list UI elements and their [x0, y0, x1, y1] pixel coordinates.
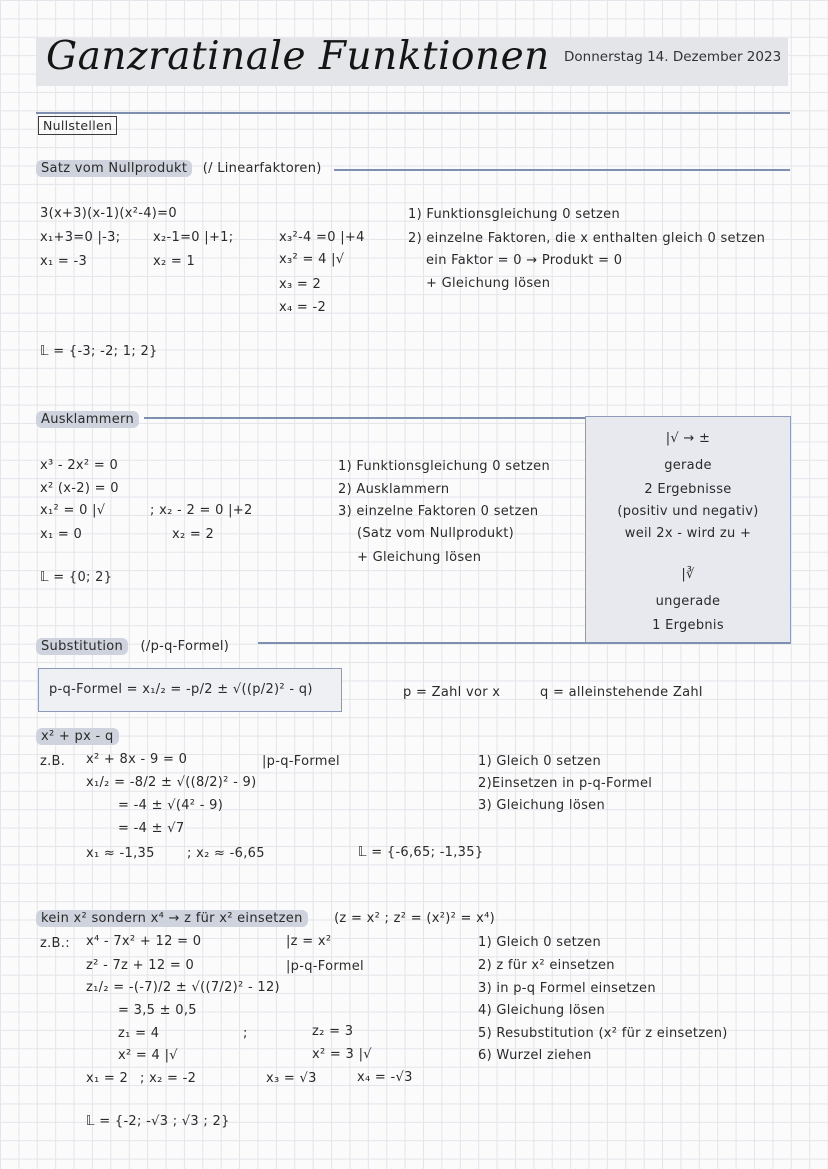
sidebox-line: |∛: [681, 567, 695, 582]
ausklammern-line-2: x² (x-2) = 0: [40, 481, 119, 496]
satz-line-x1: x₁+3=0 |-3;: [40, 230, 121, 245]
example-result-x2: ; x₂ ≈ -6,65: [187, 846, 265, 861]
bq-result-x2: ; x₂ = -2: [140, 1071, 197, 1086]
biquadratic-heading: kein x² sondern x⁴ → z für x² einsetzen: [36, 910, 308, 927]
satz-equation: 3(x+3)(x-1)(x²-4)=0: [40, 206, 177, 221]
page-title: Ganzratinale Funktionen: [46, 34, 550, 79]
sidebox-line: (positiv und negativ): [617, 504, 759, 519]
bq-result-x4: x₄ = -√3: [357, 1070, 413, 1085]
substitution-step: 2)Einsetzen in p-q-Formel: [478, 776, 653, 791]
pq-subheading: x² + px - q: [36, 728, 119, 745]
bq-step: 1) Gleich 0 setzen: [478, 935, 602, 950]
p-definition: p = Zahl vor x: [403, 685, 501, 700]
biquadratic-heading-suffix: (z = x² ; z² = (x²)² = x⁴): [334, 911, 496, 926]
bq-step: 4) Gleichung lösen: [478, 1003, 605, 1018]
satz-heading: Satz vom Nullprodukt: [36, 160, 192, 177]
example-equation-note: |p-q-Formel: [262, 754, 340, 769]
root-rule-sidebox: [585, 416, 791, 644]
ausklammern-solution-set: 𝕃 = {0; 2}: [40, 570, 113, 585]
bq-step-z-note: |p-q-Formel: [286, 959, 364, 974]
sidebox-line: ungerade: [655, 594, 721, 609]
satz-solution-set: 𝕃 = {-3; -2; 1; 2}: [40, 344, 158, 359]
bq-equation: x⁴ - 7x² + 12 = 0: [86, 934, 202, 949]
bq-pq-simplified: = 3,5 ± 0,5: [118, 1003, 197, 1018]
ausklammern-line-3b: ; x₂ - 2 = 0 |+2: [150, 503, 253, 518]
bq-resub-1: x² = 4 |√: [118, 1048, 178, 1063]
satz-step: + Gleichung lösen: [426, 276, 551, 291]
satz-result-x4: x₄ = -2: [279, 300, 327, 315]
sidebox-line: 1 Ergebnis: [652, 618, 724, 633]
satz-result-x1: x₁ = -3: [40, 254, 88, 269]
ausklammern-step: 1) Funktionsgleichung 0 setzen: [338, 459, 550, 474]
satz-line-x2: x₂-1=0 |+1;: [153, 230, 234, 245]
satz-result-x3: x₃ = 2: [279, 277, 322, 292]
sidebox-line: weil 2x - wird zu +: [624, 526, 752, 541]
satz-result-x2: x₂ = 1: [153, 254, 196, 269]
bq-step-z: z² - 7z + 12 = 0: [86, 958, 195, 973]
bq-z1: z₁ = 4: [118, 1026, 160, 1041]
bq-equation-note: |z = x²: [286, 934, 332, 949]
bq-step: 3) in p-q Formel einsetzen: [478, 981, 656, 996]
substitution-heading-suffix: (/p-q-Formel): [140, 639, 230, 654]
satz-heading-rule: [334, 169, 790, 171]
bq-separator: ;: [243, 1026, 248, 1041]
ausklammern-heading: Ausklammern: [36, 411, 139, 428]
bq-solution-set: 𝕃 = {-2; -√3 ; √3 ; 2}: [86, 1114, 230, 1129]
ausklammern-step: + Gleichung lösen: [357, 550, 482, 565]
satz-step: ein Faktor = 0 → Produkt = 0: [426, 253, 623, 268]
q-definition: q = alleinstehende Zahl: [540, 685, 703, 700]
example-step-2: = -4 ± √(4² - 9): [118, 798, 224, 813]
substitution-step: 1) Gleich 0 setzen: [478, 754, 602, 769]
ausklammern-heading-rule: [144, 417, 585, 419]
sidebox-line: |√ → ±: [665, 431, 711, 446]
pq-formula: p-q-Formel = x₁/₂ = -p/2 ± √((p/2)² - q): [49, 682, 313, 697]
bq-example-label: z.B.:: [40, 936, 70, 951]
substitution-heading: Substitution: [36, 638, 128, 655]
satz-line-x3-squared: x₃² = 4 |√: [279, 252, 345, 267]
satz-heading-row: [36, 161, 322, 176]
satz-step: 2) einzelne Faktoren, die x enthalten gleich 0 setzen: [408, 231, 766, 246]
example-label: z.B.: [40, 754, 66, 769]
ausklammern-heading-row: [36, 412, 139, 427]
ausklammern-line-3a: x₁² = 0 |√: [40, 503, 106, 518]
substitution-step: 3) Gleichung lösen: [478, 798, 605, 813]
biquadratic-heading-row: [36, 911, 495, 926]
header-divider: [36, 112, 790, 114]
example-result-x1: x₁ ≈ -1,35: [86, 846, 155, 861]
ausklammern-line-1: x³ - 2x² = 0: [40, 458, 119, 473]
example-step-3: = -4 ± √7: [118, 821, 185, 836]
ausklammern-step: 2) Ausklammern: [338, 482, 450, 497]
satz-step: 1) Funktionsgleichung 0 setzen: [408, 207, 620, 222]
bq-result-x3: x₃ = √3: [266, 1071, 317, 1086]
ausklammern-step: (Satz vom Nullprodukt): [357, 526, 515, 541]
sidebox-line: 2 Ergebnisse: [644, 482, 732, 497]
satz-line-x3: x₃²-4 =0 |+4: [279, 230, 365, 245]
sidebox-line: gerade: [664, 458, 712, 473]
bq-step: 6) Wurzel ziehen: [478, 1048, 592, 1063]
bq-result-x1: x₁ = 2: [86, 1071, 129, 1086]
bq-step: 2) z für x² einsetzen: [478, 958, 615, 973]
bq-pq-step: z₁/₂ = -(-7)/2 ± √((7/2)² - 12): [86, 980, 280, 995]
ausklammern-line-4b: x₂ = 2: [172, 527, 215, 542]
section-label-nullstellen: Nullstellen: [38, 116, 117, 135]
pq-subheading-row: [36, 729, 119, 744]
bq-z2: z₂ = 3: [312, 1024, 354, 1039]
ausklammern-line-4a: x₁ = 0: [40, 527, 83, 542]
example-step-1: x₁/₂ = -8/2 ± √((8/2)² - 9): [86, 775, 257, 790]
substitution-heading-row: [36, 639, 229, 654]
bq-resub-2: x² = 3 |√: [312, 1047, 372, 1062]
pq-formula-box: [38, 668, 342, 712]
substitution-heading-rule: [258, 642, 790, 644]
example-solution-set: 𝕃 = {-6,65; -1,35}: [358, 845, 484, 860]
ausklammern-step: 3) einzelne Faktoren 0 setzen: [338, 504, 539, 519]
page-date: Donnerstag 14. Dezember 2023: [564, 49, 782, 65]
satz-heading-suffix: (/ Linearfaktoren): [202, 161, 322, 176]
bq-step: 5) Resubstitution (x² für z einsetzen): [478, 1026, 728, 1041]
example-equation: x² + 8x - 9 = 0: [86, 752, 188, 767]
